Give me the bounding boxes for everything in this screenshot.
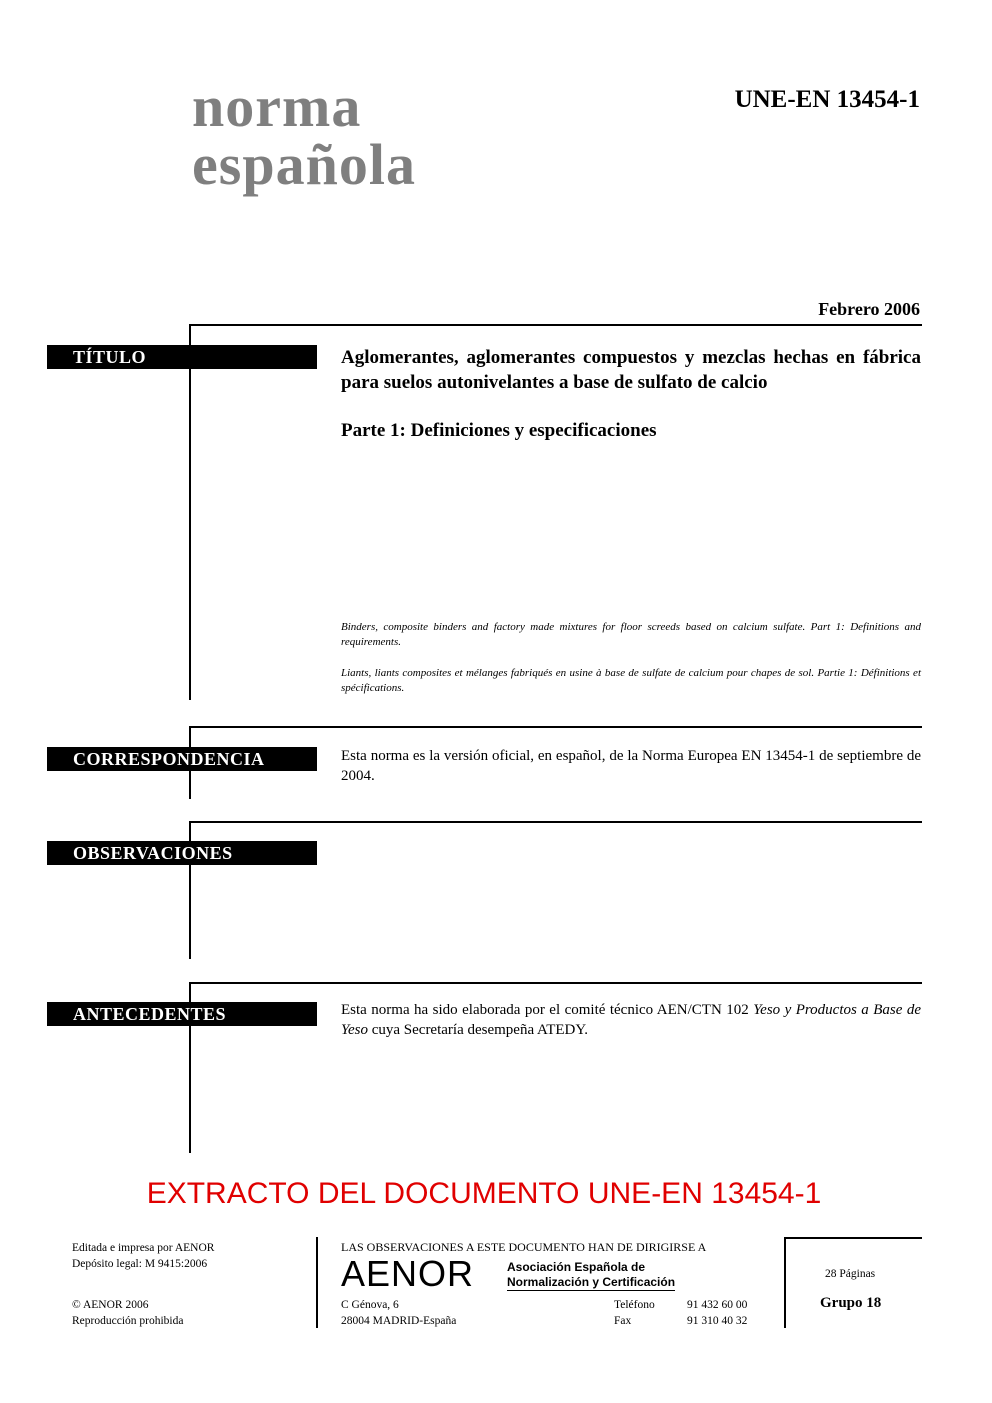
section-divider-antecedentes: [189, 982, 922, 984]
footer-divider-right: [784, 1237, 786, 1328]
section-divider-observaciones: [189, 821, 922, 823]
footer-reproduction: Reproducción prohibida: [72, 1315, 184, 1327]
footer-edited-by: Editada e impresa por AENOR: [72, 1242, 215, 1254]
footer-copyright-block: [72, 1297, 183, 1329]
extract-notice: EXTRACTO DEL DOCUMENTO UNE-EN 13454-1: [146, 1177, 822, 1210]
correspondencia-text: Esta norma es la versión oficial, en español, de la Norma Europea EN 13454-1 de septiembre de 2004.: [341, 748, 921, 784]
document-title: Aglomerantes, aglomerantes compuestos y mezclas hechas en fábrica para suelos autonivelantes a base de sulfato de calcio: [341, 347, 921, 393]
fax-label: Fax: [614, 1315, 632, 1327]
footer-copyright: © AENOR 2006: [72, 1299, 149, 1311]
section-label-antecedentes: ANTECEDENTES: [47, 1002, 317, 1026]
french-title: Liants, liants composites et mélanges fabriqués en usine à base de sulfate de calcium pour chapes de sol. Partie 1: Définitions et spécifications.: [341, 667, 921, 694]
aenor-name-line-1: Asociación Española de: [507, 1260, 646, 1274]
phone-value: 91 432 60 00: [687, 1299, 748, 1311]
document-part-title: Parte 1: Definiciones y especificaciones: [341, 420, 657, 441]
brand-line-2: española: [192, 132, 416, 197]
publication-date: Febrero 2006: [818, 299, 920, 319]
aenor-logo: AENOR: [341, 1253, 475, 1294]
section-divider-correspondencia: [189, 726, 922, 728]
section-label-correspondencia: CORRESPONDENCIA: [47, 747, 317, 771]
phone-label: Teléfono: [614, 1299, 655, 1311]
section-label-titulo: TÍTULO: [47, 345, 317, 369]
antecedentes-committee-name: Yeso y Productos a Base de Yeso: [341, 1002, 922, 1038]
address-line-1: C Génova, 6: [341, 1299, 399, 1311]
antecedentes-text-start: Esta norma ha sido elaborada por el comité técnico AEN/CTN 102: [341, 1002, 754, 1018]
aenor-full-name: [507, 1260, 675, 1291]
section-divider-titulo: [189, 324, 922, 326]
footer-contact-values: [687, 1297, 747, 1329]
footer-legal-deposit: Depósito legal: M 9415:2006: [72, 1258, 208, 1270]
page-count: 28 Páginas: [825, 1268, 876, 1280]
footer-box-top-line: [784, 1237, 922, 1239]
footer-publisher-block: [72, 1240, 214, 1272]
antecedentes-text: [341, 1000, 921, 1040]
footer-address: [341, 1297, 456, 1329]
section-label-observaciones: OBSERVACIONES: [47, 841, 317, 865]
footer-observations-notice: LAS OBSERVACIONES A ESTE DOCUMENTO HAN DE DIRIGIRSE A: [341, 1240, 707, 1254]
footer-divider-left: [316, 1237, 318, 1328]
brand-logo-text: [192, 74, 416, 197]
aenor-name-line-2: Normalización y Certificación: [507, 1275, 676, 1289]
footer-contact-labels: [614, 1297, 655, 1329]
fax-value: 91 310 40 32: [687, 1315, 748, 1327]
antecedentes-text-end: cuya Secretaría desempeña ATEDY.: [367, 1022, 589, 1038]
english-title: Binders, composite binders and factory made mixtures for floor screeds based on calcium sulfate. Part 1: Definitions and requirements.: [341, 621, 921, 648]
price-group: Grupo 18: [820, 1295, 882, 1311]
brand-line-1: norma: [192, 74, 362, 139]
standard-code: UNE-EN 13454-1: [734, 86, 920, 113]
address-line-2: 28004 MADRID-España: [341, 1315, 457, 1327]
section-vline-titulo: [189, 324, 191, 700]
